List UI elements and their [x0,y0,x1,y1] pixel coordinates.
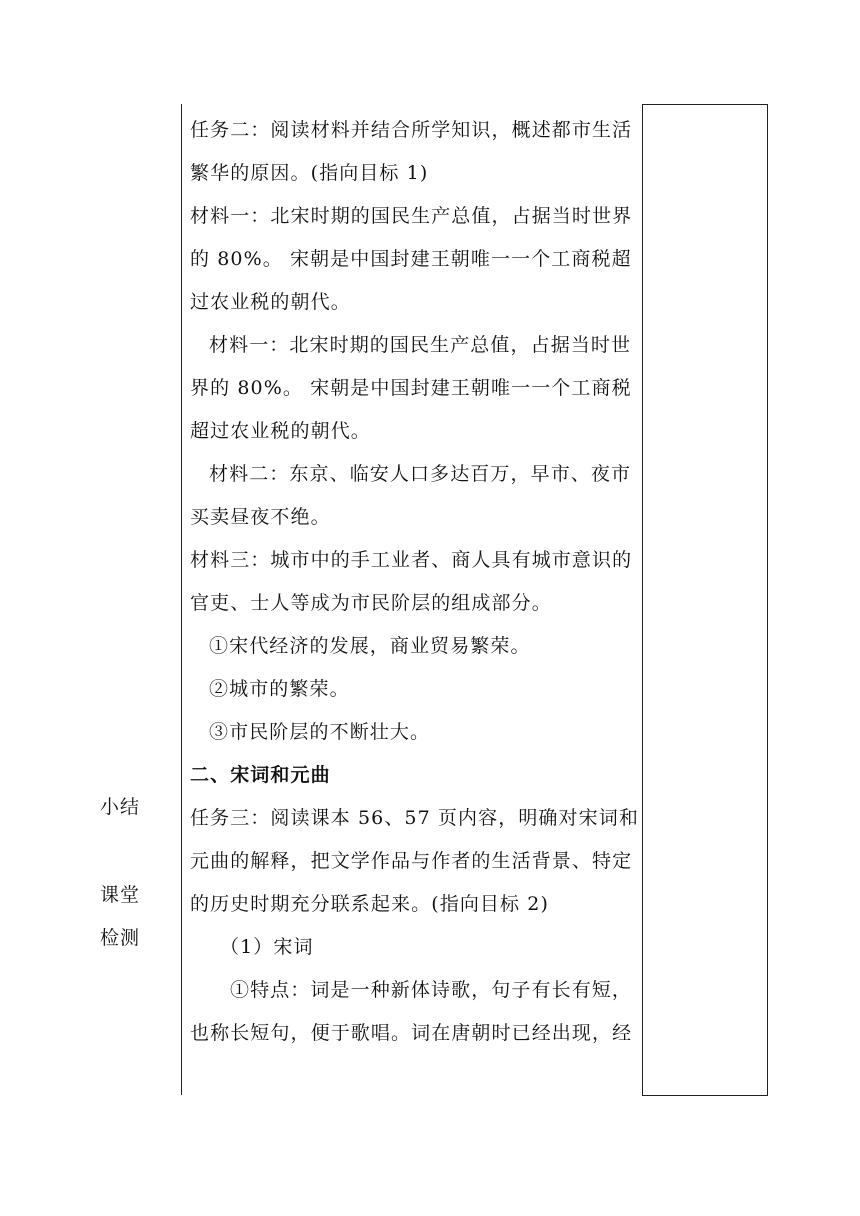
material-one-text: 材料一：北宋时期的国民生产总值，占据当时世界的 80%。 宋朝是中国封建王朝唯一一个工商税超过农业税的朝代。 [190,205,633,313]
songci-feature-text: ①特点：词是一种新体诗歌，句子有长有短，也称长短句，便于歌唱。词在唐朝时已经出现，经 [190,979,633,1044]
table-left-border [181,104,182,1095]
class-check-label-line1: 课堂 [100,884,141,906]
table-bottom-border [642,1095,768,1096]
reason-three-text: ③市民阶层的不断壮大。 [209,721,431,743]
class-check-label-line2: 检测 [100,927,141,949]
material-one-repeat-text: 材料一：北宋时期的国民生产总值，占据当时世界的 80%。 宋朝是中国封建王朝唯一一个工商税超过农业税的朝代。 [190,334,632,442]
summary-label: 小结 [100,796,141,818]
material-three-text: 材料三：城市中的手工业者、商人具有城市意识的官吏、士人等成为市民阶层的组成部分。 [190,549,633,614]
section-two-heading: 二、宋词和元曲 [190,764,331,786]
reason-two-text: ②城市的繁荣。 [209,678,350,700]
table-top-border [642,104,768,105]
material-two-text: 材料二：东京、临安人口多达百万，早市、夜市买卖昼夜不绝。 [190,463,632,528]
task-three-text: 任务三：阅读课本 56、57 页内容，明确对宋词和元曲的解释，把文学作品与作者的生活背景、特定的历史时期充分联系起来。(指向目标 2) [190,807,639,915]
table-middle-border [642,104,643,1095]
songci-heading: （1）宋词 [220,936,314,958]
table-right-border [767,104,768,1095]
reason-one-text: ①宋代经济的发展，商业贸易繁荣。 [209,635,531,657]
task-two-text: 任务二：阅读材料并结合所学知识，概述都市生活繁华的原因。(指向目标 1) [190,119,633,184]
lesson-content [190,109,642,1055]
